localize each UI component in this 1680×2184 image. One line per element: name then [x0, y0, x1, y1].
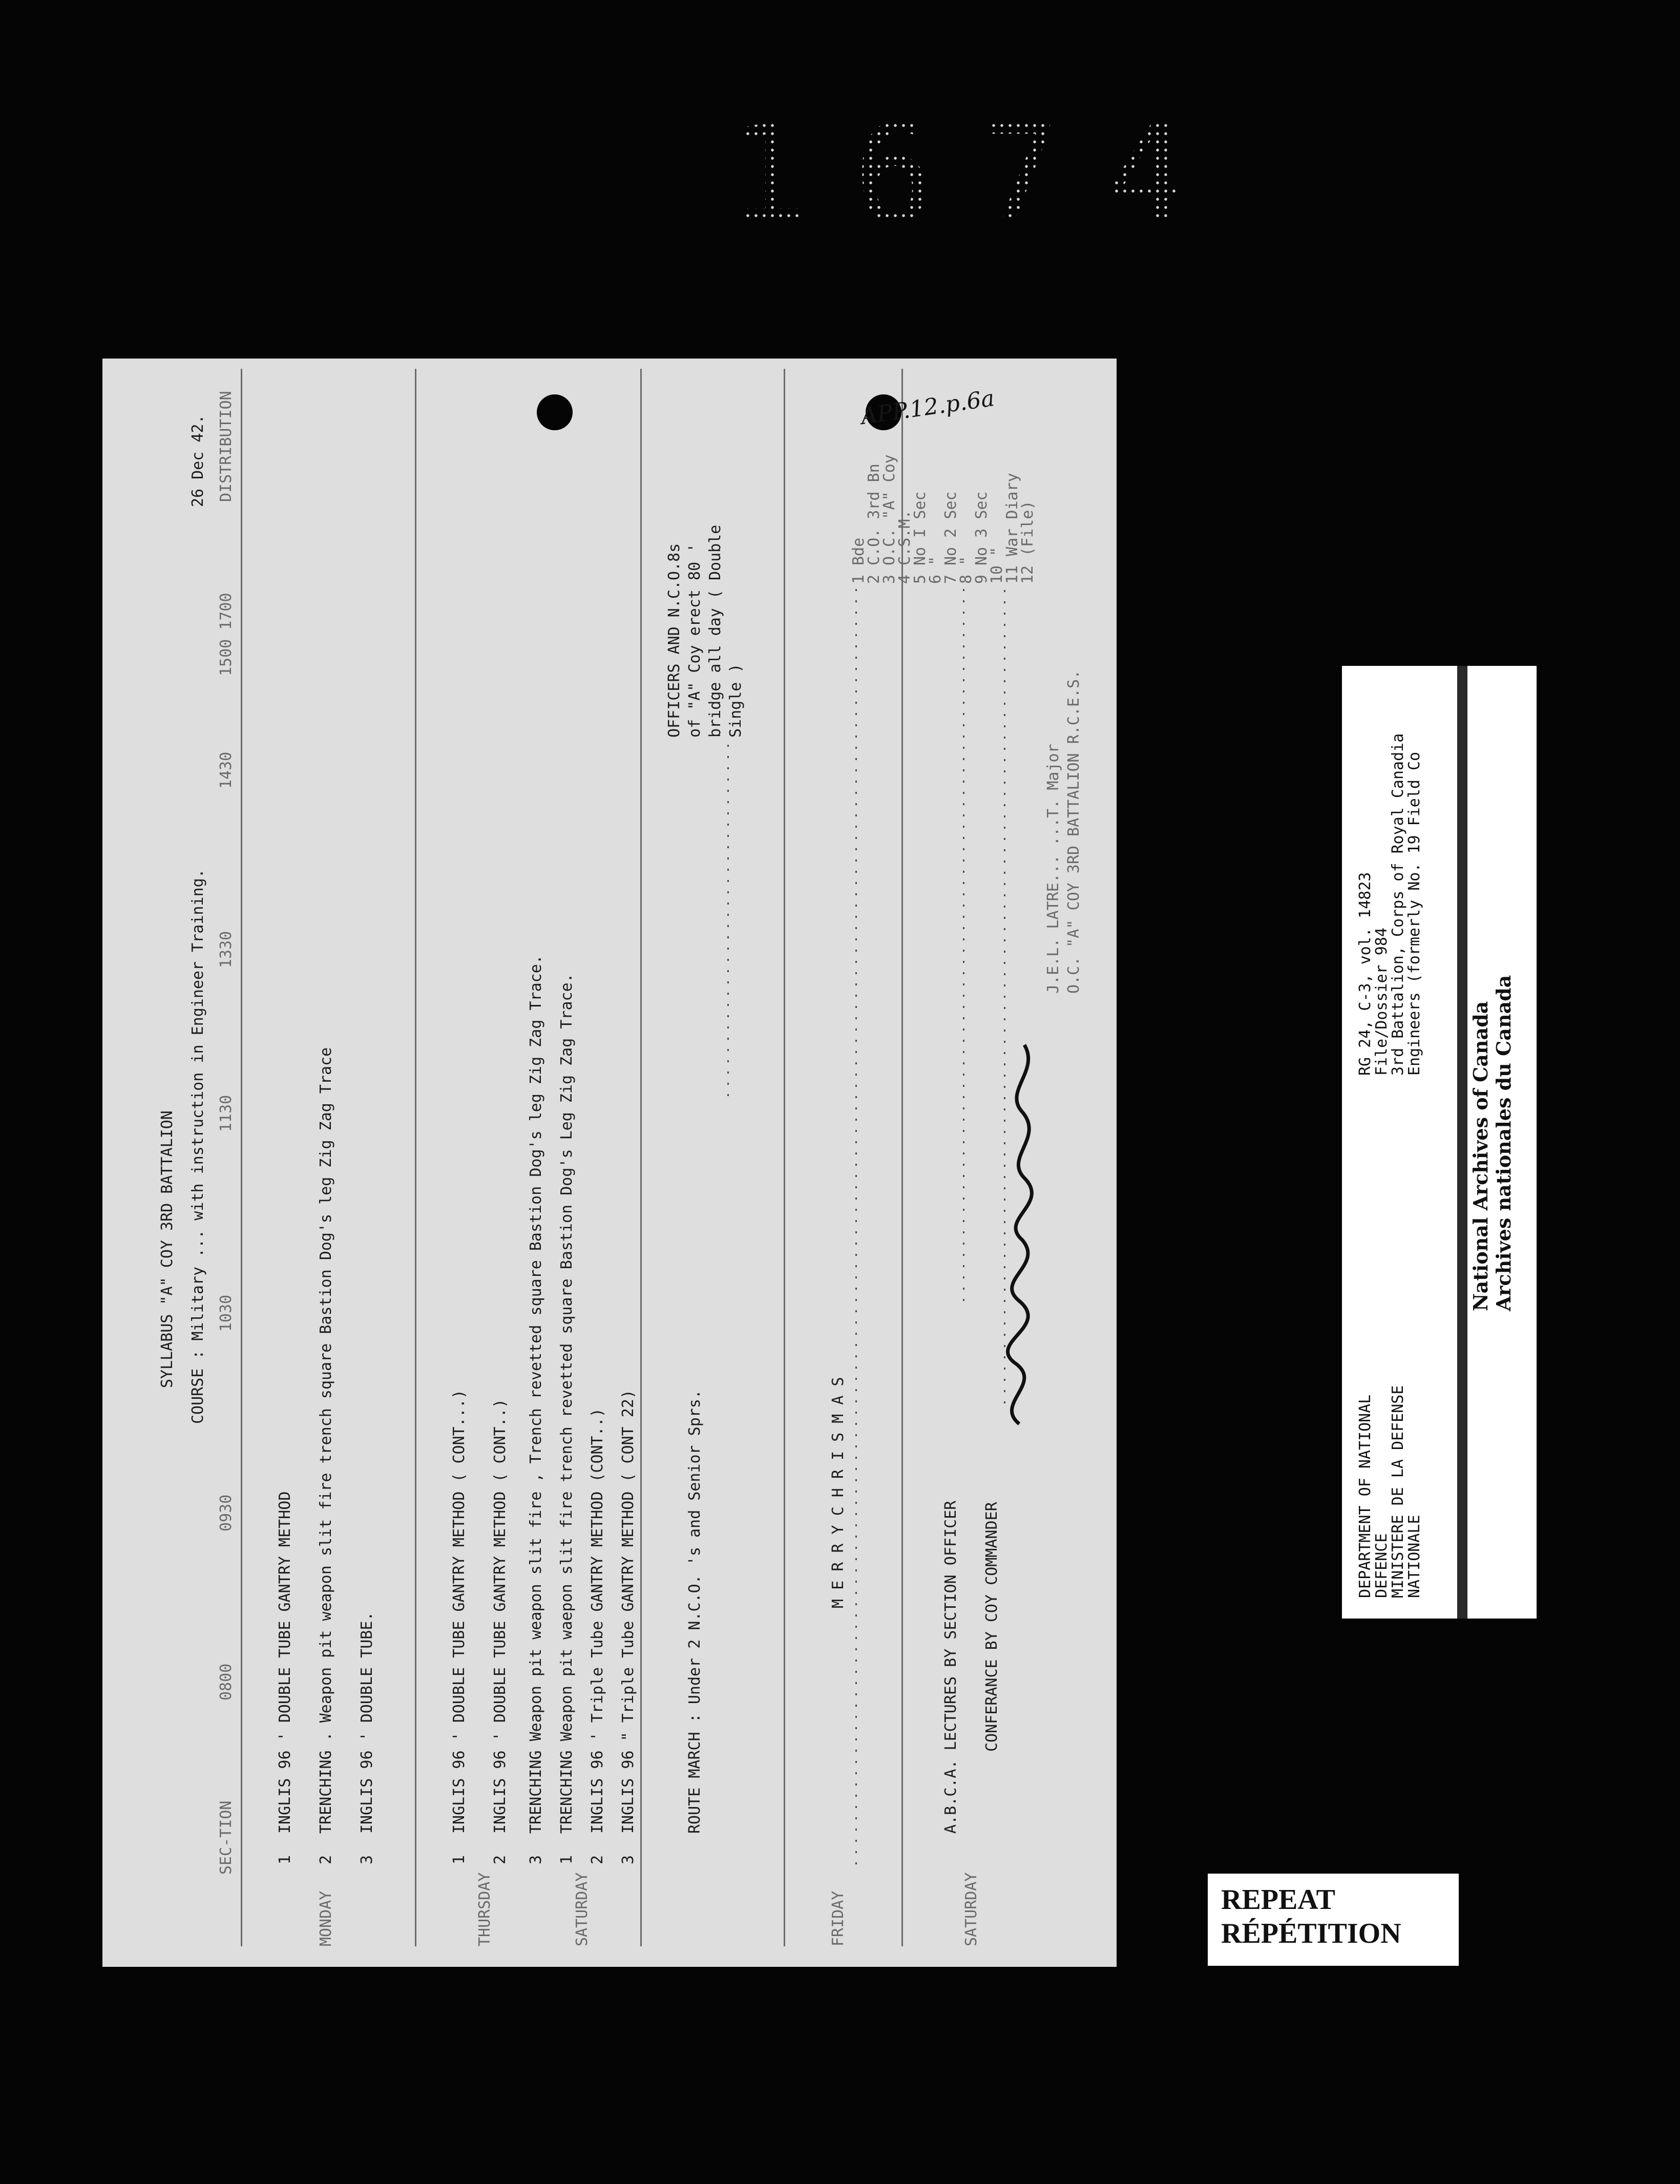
frame-number — [727, 97, 1233, 251]
sec-number: 3 — [527, 1855, 545, 1864]
officers-note-2: of "A" Coy erect 80 ' — [686, 543, 704, 738]
col-head-0800: 0800 — [217, 1663, 235, 1700]
repeat-label-fr: RÉPÉTITION — [1221, 1918, 1401, 1949]
distribution-item: 3 O.C. "A" Coy — [880, 454, 898, 584]
sec-number: 2 — [589, 1855, 606, 1864]
col-head-distribution: DISTRIBUTION — [217, 391, 235, 502]
distribution-item: 12 (File) — [1019, 500, 1037, 584]
officers-note-4: Single ) — [727, 663, 745, 738]
label-dept-line-3: MINISTERE DE LA DEFENSE — [1389, 1385, 1407, 1598]
distribution-item: 2 C.O. 3rd Bn — [865, 464, 883, 584]
schedule-line: INGLIS 96 ' DOUBLE TUBE GANTRY METHOD ( CONT..) — [491, 1399, 509, 1834]
col-head-section: SEC-TION — [217, 1800, 235, 1875]
sec-number: 2 — [491, 1855, 509, 1864]
repeat-stamp — [1208, 1874, 1459, 1966]
col-head-1330: 1330 — [217, 931, 235, 968]
day-friday: FRIDAY — [829, 1891, 847, 1946]
schedule-line: INGLIS 96 " Triple Tube GANTRY METHOD ( CONT 22) — [619, 1390, 637, 1834]
repeat-label-en: REPEAT — [1221, 1884, 1335, 1916]
syllabus-sheet — [102, 359, 1117, 1967]
frame-number-text: 1674 — [727, 97, 1233, 251]
col-head-1430: 1430 — [217, 751, 235, 789]
distribution-item: 6 " — [927, 556, 944, 584]
distribution-item: 10 " — [988, 547, 1006, 584]
route-march-line: ROUTE MARCH : Under 2 N.C.O. 's and Senior Sprs. — [686, 1390, 704, 1834]
syllabus-course-line: COURSE : Military ... with instruction in Engineer Training. — [189, 869, 207, 1424]
schedule-line: INGLIS 96 ' DOUBLE TUBE. — [358, 1611, 376, 1834]
schedule-line: TRENCHING Weapon pit waepon slit fire trench revetted square Bastion Dog's Leg Zig Zag Trace. — [558, 973, 576, 1834]
day-saturday: SATURDAY — [573, 1872, 591, 1946]
distribution-item: 4 C.S.M. — [896, 510, 914, 584]
col-head-1030: 1030 — [217, 1294, 235, 1332]
conference-line: CONFERANCE BY COY COMMANDER — [983, 1502, 1001, 1752]
distribution-item: 8 " — [957, 556, 975, 584]
label-ref-line-4: Engineers (formerly No. 19 Field Co — [1405, 751, 1423, 1076]
officers-note-1: OFFICERS AND N.C.O.8s — [665, 543, 683, 738]
day-thursday: THURSDAY — [476, 1872, 494, 1946]
day-saturday-2: SATURDAY — [962, 1872, 980, 1946]
schedule-line: TRENCHING . Weapon pit weapon slit fire trench square Bastion Dog's leg Zig Zag Trace — [317, 1047, 335, 1834]
label-ref-line-3: 3rd Battalion, Corps of Royal Canadia — [1389, 733, 1407, 1076]
label-dept-line-2: DEFENCE — [1373, 1533, 1391, 1598]
sec-number: 2 — [317, 1855, 335, 1864]
col-head-0930: 0930 — [217, 1494, 235, 1531]
schedule-line: INGLIS 96 ' DOUBLE TUBE GANTRY METHOD ( CONT...) — [450, 1390, 468, 1834]
signature-block-line-1: J.E.L. LATRE... ...T. Major — [1044, 744, 1062, 994]
sec-number: 1 — [450, 1855, 468, 1864]
dotted-leader — [963, 584, 964, 1301]
signature — [973, 1024, 1065, 1434]
row-rule — [784, 369, 785, 1946]
lectures-line: A.B.C.A. LECTURES BY SECTION OFFICER — [942, 1500, 960, 1834]
schedule-line: TRENCHING Weapon pit weapon slit fire , Trench revetted square Bastion Dog's leg Zig Zag Trace. — [527, 955, 545, 1834]
row-rule — [415, 369, 416, 1946]
archive-label-content — [1342, 666, 1537, 1619]
christmas-line: M E R R Y C H R I S M A S — [829, 1377, 847, 1608]
distribution-item: 1 Bde — [850, 537, 868, 584]
schedule-line: INGLIS 96 ' Triple Tube GANTRY METHOD (CONT..) — [589, 1408, 606, 1834]
archives-name-fr: Archives nationales du Canada — [1492, 975, 1515, 1311]
header-rule — [241, 369, 242, 1946]
distribution-item: 7 No 2 Sec — [942, 491, 960, 584]
syllabus-content — [102, 359, 1117, 1967]
signature-block-line-2: O.C. "A" COY 3RD BATTALION R.C.E.S. — [1065, 669, 1083, 994]
col-head-1500: 1500 1700 — [217, 593, 235, 676]
syllabus-title: SYLLABUS "A" COY 3RD BATTALION — [158, 1110, 176, 1388]
sec-number: 3 — [358, 1855, 376, 1864]
label-ref-line-1: RG 24, C-3, vol. 14823 — [1356, 872, 1374, 1076]
sec-number: 3 — [619, 1855, 637, 1864]
archive-label — [1342, 666, 1537, 1619]
archives-name-en: National Archives of Canada — [1469, 1001, 1492, 1311]
officers-note-3: bridge all day ( Double — [706, 524, 724, 738]
label-dept-line-1: DEPARTMENT OF NATIONAL — [1356, 1394, 1374, 1598]
label-dept-line-4: NATIONALE — [1405, 1515, 1423, 1598]
row-rule — [640, 369, 642, 1946]
dotted-leader — [727, 738, 729, 1096]
syllabus-date: 26 Dec 42. — [189, 414, 207, 507]
distribution-item: 11 War Diary — [1003, 473, 1021, 584]
dotted-leader — [855, 584, 857, 1864]
distribution-item: 9 No 3 Sec — [973, 491, 991, 584]
label-ref-line-2: File/Dossier 984 — [1373, 928, 1391, 1076]
sec-number: 1 — [276, 1855, 294, 1864]
distribution-item: 5 No I Sec — [911, 491, 929, 584]
row-rule — [901, 369, 903, 1946]
sec-number: 1 — [558, 1855, 576, 1864]
handwritten-reference: APP.12.p.6a — [859, 385, 996, 430]
day-monday: MONDAY — [317, 1891, 335, 1946]
col-head-1130: 1130 — [217, 1095, 235, 1132]
schedule-line: INGLIS 96 ' DOUBLE TUBE GANTRY METHOD — [276, 1491, 294, 1834]
